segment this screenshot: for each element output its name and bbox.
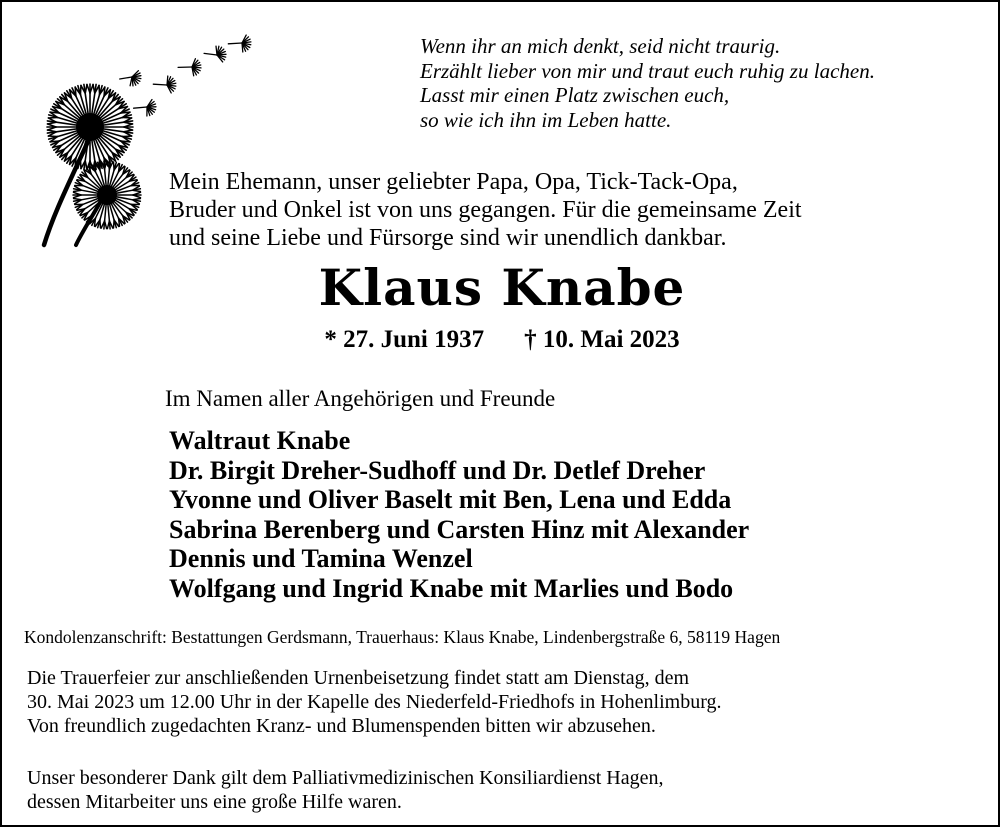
- mourner-entry: Waltraut Knabe: [169, 426, 351, 455]
- mourner-entry: Dr. Birgit Dreher-Sudhoff und Dr. Detlef Dreher: [169, 455, 706, 485]
- poem: [420, 34, 980, 132]
- mourner-entry: Yvonne und Oliver Baselt mit Ben, Lena und Edda: [169, 485, 732, 514]
- birth-date: * 27. Juni 1937: [324, 326, 485, 353]
- poem-line: Wenn ihr an mich denkt, seid nicht traurig.: [420, 34, 781, 58]
- ceremony-line: 30. Mai 2023 um 12.00 Uhr in der Kapelle des Niederfeld-Friedhofs in Hohenlimburg.: [27, 691, 722, 713]
- intro-line: und seine Liebe und Fürsorge sind wir unendlich dankbar.: [169, 225, 727, 251]
- poem-line: Lasst mir einen Platz zwischen euch,: [420, 83, 730, 107]
- life-dates: [2, 324, 1000, 356]
- thanks-line: Unser besonderer Dank gilt dem Palliativmedizinischen Konsiliardienst Hagen,: [27, 767, 664, 789]
- intro-line: Mein Ehemann, unser geliebter Papa, Opa, Tick-Tack-Opa,: [169, 169, 738, 195]
- poem-line: so wie ich ihn im Leben hatte.: [420, 107, 672, 132]
- mourner-entry: Wolfgang und Ingrid Knabe mit Marlies und Bodo: [169, 573, 734, 603]
- intro-line: Bruder und Onkel ist von uns gegangen. Für die gemeinsame Zeit: [169, 197, 802, 223]
- ceremony-info: [27, 666, 987, 738]
- mourner-entry: Sabrina Berenberg und Carsten Hinz mit Alexander: [169, 514, 750, 544]
- ceremony-line: Die Trauerfeier zur anschließenden Urnenbeisetzung findet statt am Dienstag, dem: [27, 667, 690, 689]
- on-behalf-line: Im Namen aller Angehörigen und Freunde: [165, 386, 556, 411]
- thanks-line: dessen Mitarbeiter uns eine große Hilfe waren.: [27, 791, 402, 813]
- condolence-address: Kondolenzanschrift: Bestattungen Gerdsmann, Trauerhaus: Klaus Knabe, Lindenbergstraße 6, 58119 Hagen: [24, 627, 781, 647]
- mourners-list: [169, 426, 749, 603]
- ceremony-line: Von freundlich zugedachten Kranz- und Blumenspenden bitten wir abzusehen.: [27, 715, 656, 737]
- thanks-note: [27, 766, 987, 814]
- poem-line: Erzählt lieber von mir und traut euch ruhig zu lachen.: [420, 58, 875, 83]
- mourner-entry: Dennis und Tamina Wenzel: [169, 544, 473, 573]
- deceased-name: Klaus Knabe: [318, 258, 686, 317]
- death-date: † 10. Mai 2023: [524, 326, 680, 353]
- intro-text: [169, 168, 989, 252]
